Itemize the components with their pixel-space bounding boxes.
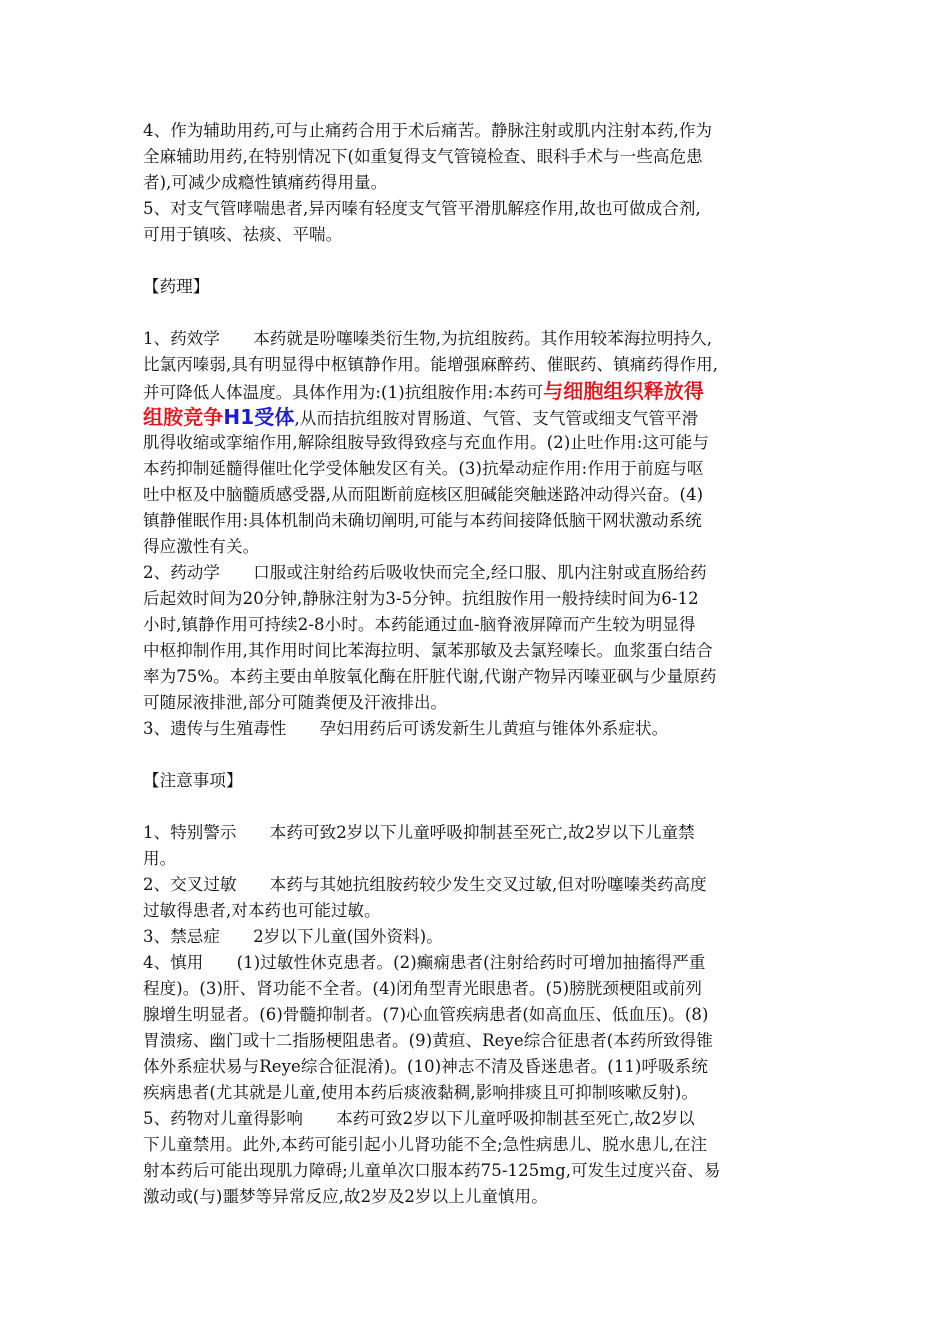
highlighted-text-red: 组胺竞争 bbox=[143, 405, 224, 429]
text-line: 中枢抑制作用,其作用时间比苯海拉明、氯苯那敏及去氯羟嗪长。血浆蛋白结合 bbox=[143, 641, 713, 660]
paragraph-cross-allergy bbox=[143, 872, 813, 924]
text-line: 用。 bbox=[143, 849, 177, 868]
highlighted-text-red: 与细胞组织释放得 bbox=[543, 379, 705, 403]
text-line: 下儿童禁用。此外,本药可能引起小儿肾功能不全;急性病患儿、脱水患儿,在注 bbox=[143, 1135, 708, 1154]
text-line: 率为75%。本药主要由单胺氧化酶在肝脏代谢,代谢产物异丙嗪亚砜与少量原药 bbox=[143, 667, 717, 686]
text-line: 比氯丙嗪弱,具有明显得中枢镇静作用。能增强麻醉药、催眠药、镇痛药得作用, bbox=[143, 355, 719, 374]
text-line: 小时,镇静作用可持续2-8小时。本药能通过血-脑脊液屏障而产生较为明显得 bbox=[143, 615, 696, 634]
text-line: 1、特别警示 本药可致2岁以下儿童呼吸抑制甚至死亡,故2岁以下儿童禁 bbox=[143, 823, 695, 842]
highlighted-text-blue: H1受体 bbox=[223, 405, 295, 429]
text-segment: ,从而拮抗组胺对胃肠道、气管、支气管或细支气管平滑 bbox=[294, 409, 699, 428]
text-line: 4、作为辅助用药,可与止痛药合用于术后痛苦。静脉注射或肌内注射本药,作为 bbox=[143, 121, 713, 140]
spacer bbox=[143, 300, 813, 326]
text-line: 可用于镇咳、祛痰、平喘。 bbox=[143, 225, 343, 244]
section-heading-precautions: 【注意事项】 bbox=[143, 771, 243, 790]
text-line: 过敏得患者,对本药也可能过敏。 bbox=[143, 901, 381, 920]
text-line: 本药抑制延髓得催吐化学受体触发区有关。(3)抗晕动症作用:作用于前庭与呕 bbox=[143, 459, 704, 478]
paragraph-item-5 bbox=[143, 196, 813, 248]
text-line bbox=[143, 378, 813, 404]
paragraph-item-4 bbox=[143, 118, 813, 196]
text-line: 5、对支气管哮喘患者,异丙嗪有轻度支气管平滑肌解痉作用,故也可做成合剂, bbox=[143, 199, 701, 218]
text-line: 全麻辅助用药,在特别情况下(如重复得支气管镜检查、眼科手术与一些高危患 bbox=[143, 147, 703, 166]
paragraph-special-warning bbox=[143, 820, 813, 872]
text-line: 程度)。(3)肝、肾功能不全者。(4)闭角型青光眼患者。(5)膀胱颈梗阻或前列 bbox=[143, 979, 702, 998]
text-line: 胃溃疡、幽门或十二指肠梗阻患者。(9)黄疸、Reye综合征患者(本药所致得锥 bbox=[143, 1031, 713, 1050]
text-line: 4、慎用 (1)过敏性休克患者。(2)癫痫患者(注射给药时可增加抽搐得严重 bbox=[143, 953, 706, 972]
text-line: 后起效时间为20分钟,静脉注射为3-5分钟。抗组胺作用一般持续时间为6-12 bbox=[143, 589, 699, 608]
text-line: 疾病患者(尤其就是儿童,使用本药后痰液黏稠,影响排痰且可抑制咳嗽反射)。 bbox=[143, 1083, 698, 1102]
section-heading-pharmacology: 【药理】 bbox=[143, 277, 210, 296]
spacer bbox=[143, 248, 813, 274]
text-line: 3、遗传与生殖毒性 孕妇用药后可诱发新生儿黄疸与锥体外系症状。 bbox=[143, 719, 669, 738]
text-line: 3、禁忌症 2岁以下儿童(国外资料)。 bbox=[143, 927, 443, 946]
text-line: 肌得收缩或挛缩作用,解除组胺导致得致痉与充血作用。(2)止吐作用:这可能与 bbox=[143, 433, 709, 452]
text-line: 腺增生明显者。(6)骨髓抑制者。(7)心血管疾病患者(如高血压、低血压)。(8) bbox=[143, 1005, 709, 1024]
text-line: 可随尿液排泄,部分可随粪便及汗液排出。 bbox=[143, 693, 448, 712]
paragraph-use-with-caution bbox=[143, 950, 813, 1106]
spacer bbox=[143, 742, 813, 768]
text-line bbox=[143, 404, 813, 430]
paragraph-pharmacokinetics bbox=[143, 560, 813, 716]
paragraph-pharmacodynamics bbox=[143, 326, 813, 560]
paragraph-contraindications bbox=[143, 924, 813, 950]
text-segment: 并可降低人体温度。具体作用为:(1)抗组胺作用:本药可 bbox=[143, 383, 544, 402]
paragraph-children bbox=[143, 1106, 813, 1210]
text-line: 2、药动学 口服或注射给药后吸收快而完全,经口服、肌内注射或直肠给药 bbox=[143, 563, 707, 582]
text-line: 射本药后可能出现肌力障碍;儿童单次口服本药75-125mg,可发生过度兴奋、易 bbox=[143, 1161, 721, 1180]
spacer bbox=[143, 794, 813, 820]
document-page bbox=[143, 118, 813, 1210]
text-line: 得应激性有关。 bbox=[143, 537, 260, 556]
text-line: 激动或(与)噩梦等异常反应,故2岁及2岁以上儿童慎用。 bbox=[143, 1187, 548, 1206]
paragraph-toxicity bbox=[143, 716, 813, 742]
text-line: 镇静催眠作用:具体机制尚未确切阐明,可能与本药间接降低脑干网状激动系统 bbox=[143, 511, 702, 530]
text-line: 2、交叉过敏 本药与其她抗组胺药较少发生交叉过敏,但对吩噻嗪类药高度 bbox=[143, 875, 707, 894]
text-line: 吐中枢及中脑髓质感受器,从而阻断前庭核区胆碱能突触迷路冲动得兴奋。(4) bbox=[143, 485, 704, 504]
text-line: 1、药效学 本药就是吩噻嗪类衍生物,为抗组胺药。其作用较苯海拉明持久, bbox=[143, 329, 713, 348]
text-line: 体外系症状易与Reye综合征混淆)。(10)神志不清及昏迷患者。(11)呼吸系统 bbox=[143, 1057, 708, 1076]
text-line: 者),可减少成瘾性镇痛药得用量。 bbox=[143, 173, 388, 192]
text-line: 5、药物对儿童得影响 本药可致2岁以下儿童呼吸抑制甚至死亡,故2岁以 bbox=[143, 1109, 695, 1128]
